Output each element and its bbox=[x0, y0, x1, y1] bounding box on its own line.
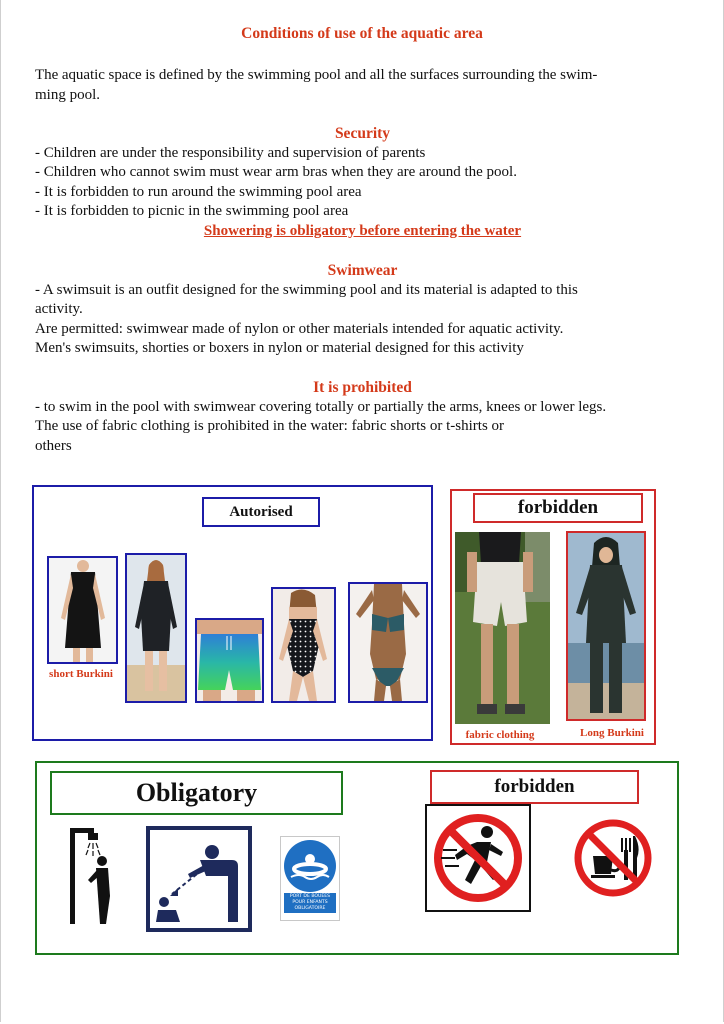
prohibited-line: The use of fabric clothing is prohibited in the water: fabric shorts or t-shirts or bbox=[35, 418, 505, 434]
security-heading: Security bbox=[334, 125, 391, 142]
swimwear-section bbox=[35, 261, 690, 359]
no-food-sign bbox=[573, 818, 653, 898]
prohibited-heading: It is prohibited bbox=[313, 379, 412, 396]
swimwear-line: Are permitted: swimwear made of nylon or other materials intended for aquatic activity. bbox=[35, 320, 564, 337]
swimwear-line: activity. bbox=[35, 301, 83, 317]
buoy-obligatory-sign bbox=[280, 836, 340, 921]
child-supervision-icon bbox=[146, 826, 252, 932]
fabric-clothing-caption: fabric clothing bbox=[465, 729, 535, 741]
fabric-clothing-photo bbox=[455, 532, 550, 724]
shower-icon bbox=[68, 826, 116, 926]
long-burkini-caption: Long Burkini bbox=[580, 727, 644, 739]
security-section bbox=[35, 124, 690, 241]
one-piece-swimsuit-photo bbox=[271, 587, 336, 703]
shower-notice: Showering is obligatory before entering the water bbox=[203, 222, 522, 239]
swimwear-heading: Swimwear bbox=[327, 262, 398, 279]
no-food-icon bbox=[573, 818, 653, 898]
obligatory-label: Obligatory bbox=[50, 771, 343, 815]
intro-line: The aquatic space is defined by the swimming pool and all the surfaces surrounding the swim- bbox=[35, 67, 598, 83]
short-burkini-photo bbox=[47, 556, 118, 664]
prohibited-line: others bbox=[35, 437, 72, 454]
buoy-sign-line: OBLIGATOIRE bbox=[294, 906, 326, 911]
buoy-sign-line: POUR ENFANTS bbox=[292, 900, 328, 905]
swimwear-line: Men's swimsuits, shorties or boxers in nylon or material designed for this activity bbox=[35, 340, 524, 356]
no-running-icon bbox=[427, 806, 529, 910]
bikini-photo bbox=[348, 582, 428, 703]
intro-paragraph bbox=[35, 66, 690, 105]
short-burkini-caption: short Burkini bbox=[49, 668, 113, 680]
intro-line: ming pool. bbox=[35, 86, 101, 103]
security-item: - Children who cannot swim must wear arm bras when they are around the pool. bbox=[35, 164, 517, 180]
shorty-wetsuit-photo bbox=[125, 553, 187, 703]
buoy-icon bbox=[281, 837, 339, 893]
page-title: Conditions of use of the aquatic area bbox=[241, 25, 483, 42]
forbidden-signs-label: forbidden bbox=[430, 770, 639, 804]
security-item: - It is forbidden to picnic in the swimming pool area bbox=[35, 203, 349, 219]
swimwear-line: - A swimsuit is an outfit designed for the swimming pool and its material is adapted to this bbox=[35, 281, 578, 298]
security-item: - Children are under the responsibility and supervision of parents bbox=[35, 144, 426, 161]
authorised-label: Autorised bbox=[202, 497, 320, 527]
swim-trunks-photo bbox=[195, 618, 264, 703]
prohibited-section bbox=[35, 378, 690, 456]
prohibited-line: - to swim in the pool with swimwear covering totally or partially the arms, knees or lower legs. bbox=[35, 398, 607, 415]
no-running-sign bbox=[425, 804, 531, 912]
buoy-sign-text bbox=[284, 893, 336, 913]
long-burkini-photo bbox=[566, 531, 646, 721]
security-item: - It is forbidden to run around the swimming pool area bbox=[35, 183, 362, 200]
buoy-sign-line: PORT DE BOUEES bbox=[289, 894, 331, 899]
forbidden-clothing-label: forbidden bbox=[473, 493, 643, 523]
